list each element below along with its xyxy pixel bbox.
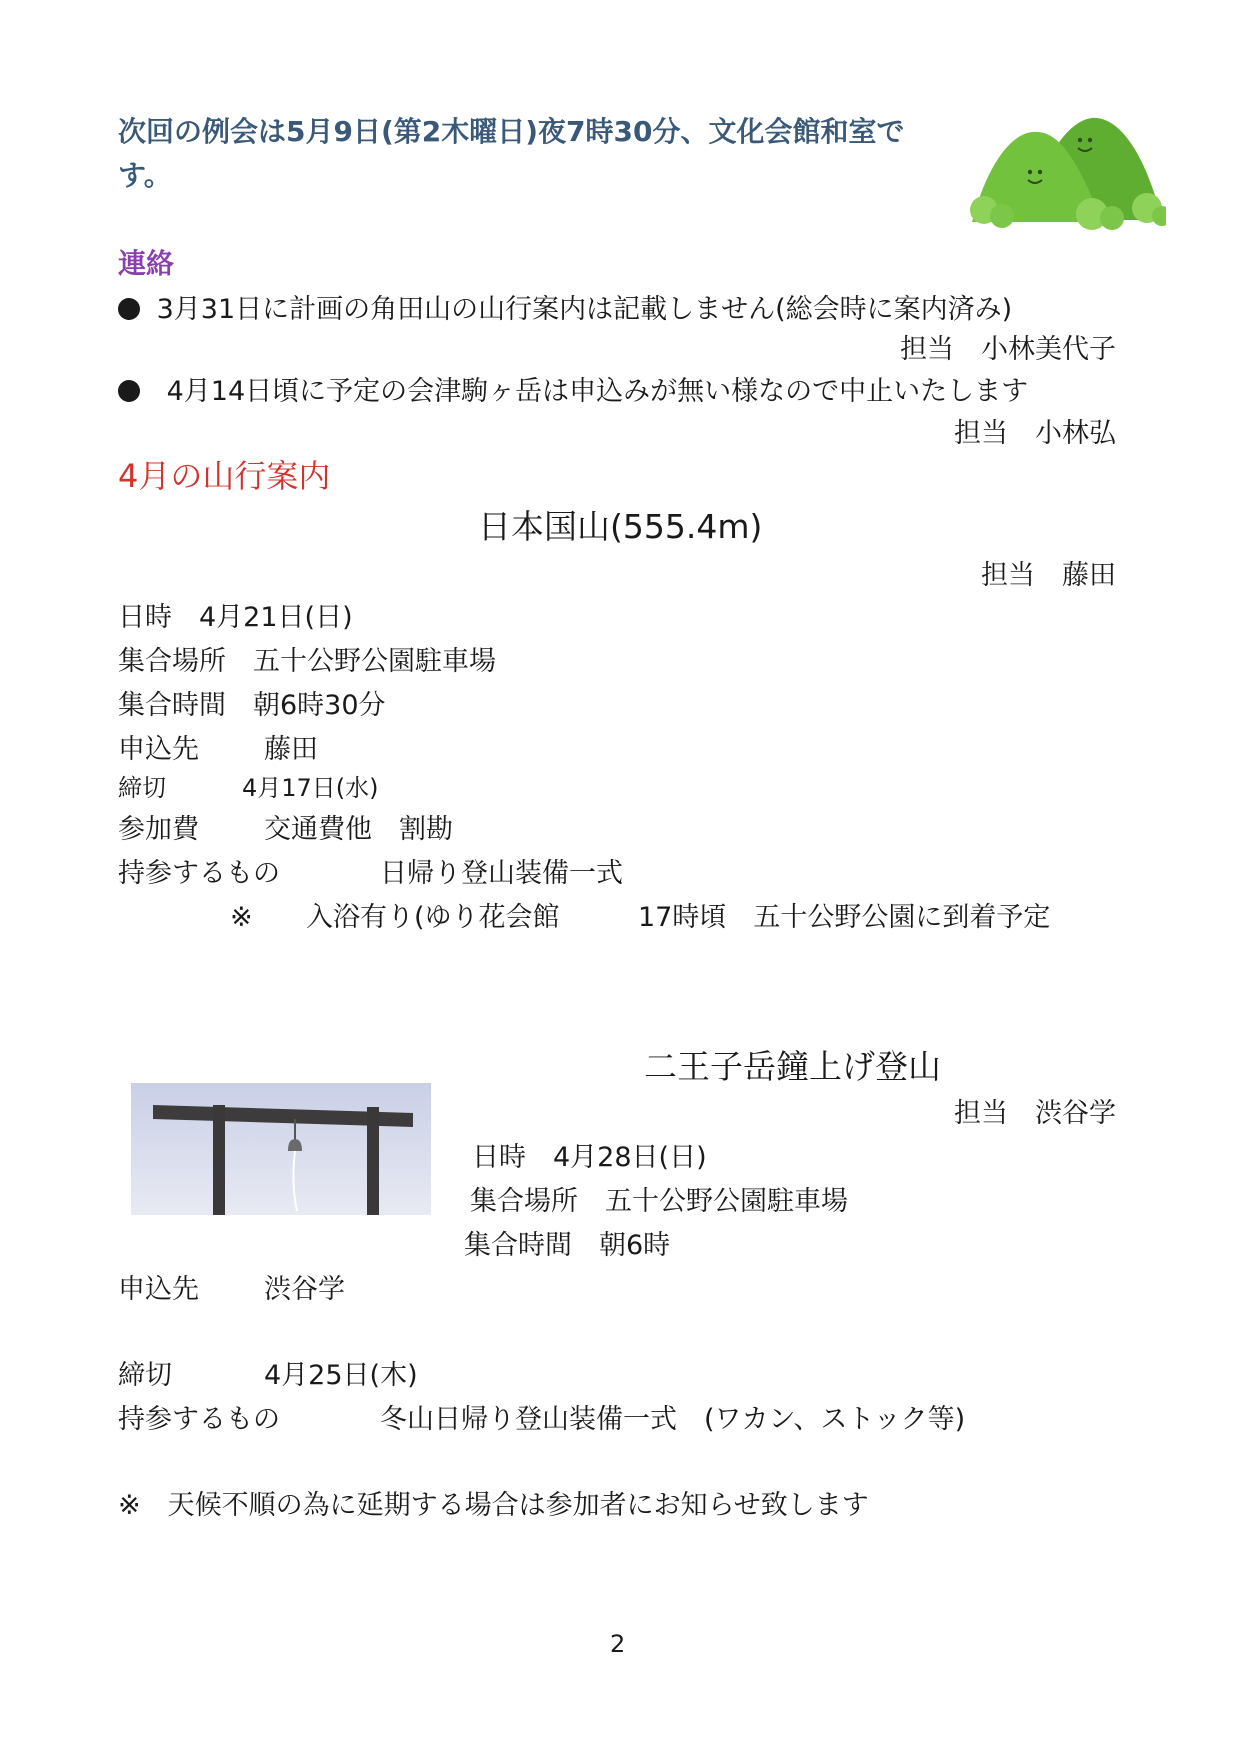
contact-heading: 連絡 xyxy=(118,247,175,280)
hike1-apply-label: 申込先 xyxy=(118,734,199,765)
hike1-bring-value: 日帰り登山装備一式 xyxy=(380,858,623,889)
hike2-apply-label: 申込先 xyxy=(118,1274,199,1305)
contact-item-1-text: 3月31日に計画の角田山の山行案内は記載しません(総会時に案内済み) xyxy=(156,294,1013,325)
hike1-deadline-label: 締切 xyxy=(118,774,166,802)
page-number: 2 xyxy=(610,1630,626,1658)
next-meeting-notice-line2: す。 xyxy=(118,159,172,192)
hike1-note-mark: ※ xyxy=(230,902,253,933)
april-hikes-heading: 4月の山行案内 xyxy=(118,457,331,495)
contact-item-2-person: 担当 小林弘 xyxy=(954,418,1116,449)
bullet-icon xyxy=(118,298,140,320)
weather-postpone-note: ※ 天候不順の為に延期する場合は参加者にお知らせ致します xyxy=(118,1490,869,1521)
hike2-deadline-label: 締切 xyxy=(118,1360,172,1391)
mountain-illustration xyxy=(962,110,1166,236)
hike1-deadline-value: 4月17日(水) xyxy=(242,774,379,802)
hike1-time: 集合時間 朝6時30分 xyxy=(118,690,386,721)
hike2-bring-label: 持参するもの xyxy=(118,1404,280,1435)
hike2-person: 担当 渋谷学 xyxy=(954,1098,1116,1129)
bullet-icon xyxy=(118,380,140,402)
hike1-title: 日本国山(555.4m) xyxy=(478,507,763,546)
bell-gate-photo xyxy=(131,1083,431,1215)
contact-item-1 xyxy=(118,296,1012,323)
hike2-place: 集合場所 五十公野公園駐車場 xyxy=(470,1186,848,1217)
hike1-date: 日時 4月21日(日) xyxy=(118,602,353,633)
hike1-bring-label: 持参するもの xyxy=(118,858,280,889)
contact-item-2-text: 4月14日頃に予定の会津駒ヶ岳は申込みが無い様なので中止いたします xyxy=(166,376,1029,407)
hike2-date: 日時 4月28日(日) xyxy=(472,1142,707,1173)
hike1-fee-label: 参加費 xyxy=(118,814,199,845)
hike1-fee-value: 交通費他 割勘 xyxy=(264,814,453,845)
hike1-person: 担当 藤田 xyxy=(981,560,1116,591)
hike2-apply-value: 渋谷学 xyxy=(264,1274,345,1305)
hike1-note-arrival: 17時頃 五十公野公園に到着予定 xyxy=(638,902,1051,933)
contact-item-1-person: 担当 小林美代子 xyxy=(900,334,1116,365)
hike1-apply-value: 藤田 xyxy=(264,734,318,765)
contact-item-2 xyxy=(118,378,1028,405)
hike2-deadline-value: 4月25日(木) xyxy=(264,1360,418,1391)
hike2-title: 二王子岳鐘上げ登山 xyxy=(644,1047,941,1086)
hike2-bring-value: 冬山日帰り登山装備一式 (ワカン、ストック等) xyxy=(380,1404,966,1435)
hike1-note-bath: 入浴有り(ゆり花会館 xyxy=(306,902,560,933)
hike1-place: 集合場所 五十公野公園駐車場 xyxy=(118,646,496,677)
next-meeting-notice-line1: 次回の例会は5月9日(第2木曜日)夜7時30分、文化会館和室で xyxy=(118,115,905,148)
hike2-time: 集合時間 朝6時 xyxy=(464,1230,671,1261)
